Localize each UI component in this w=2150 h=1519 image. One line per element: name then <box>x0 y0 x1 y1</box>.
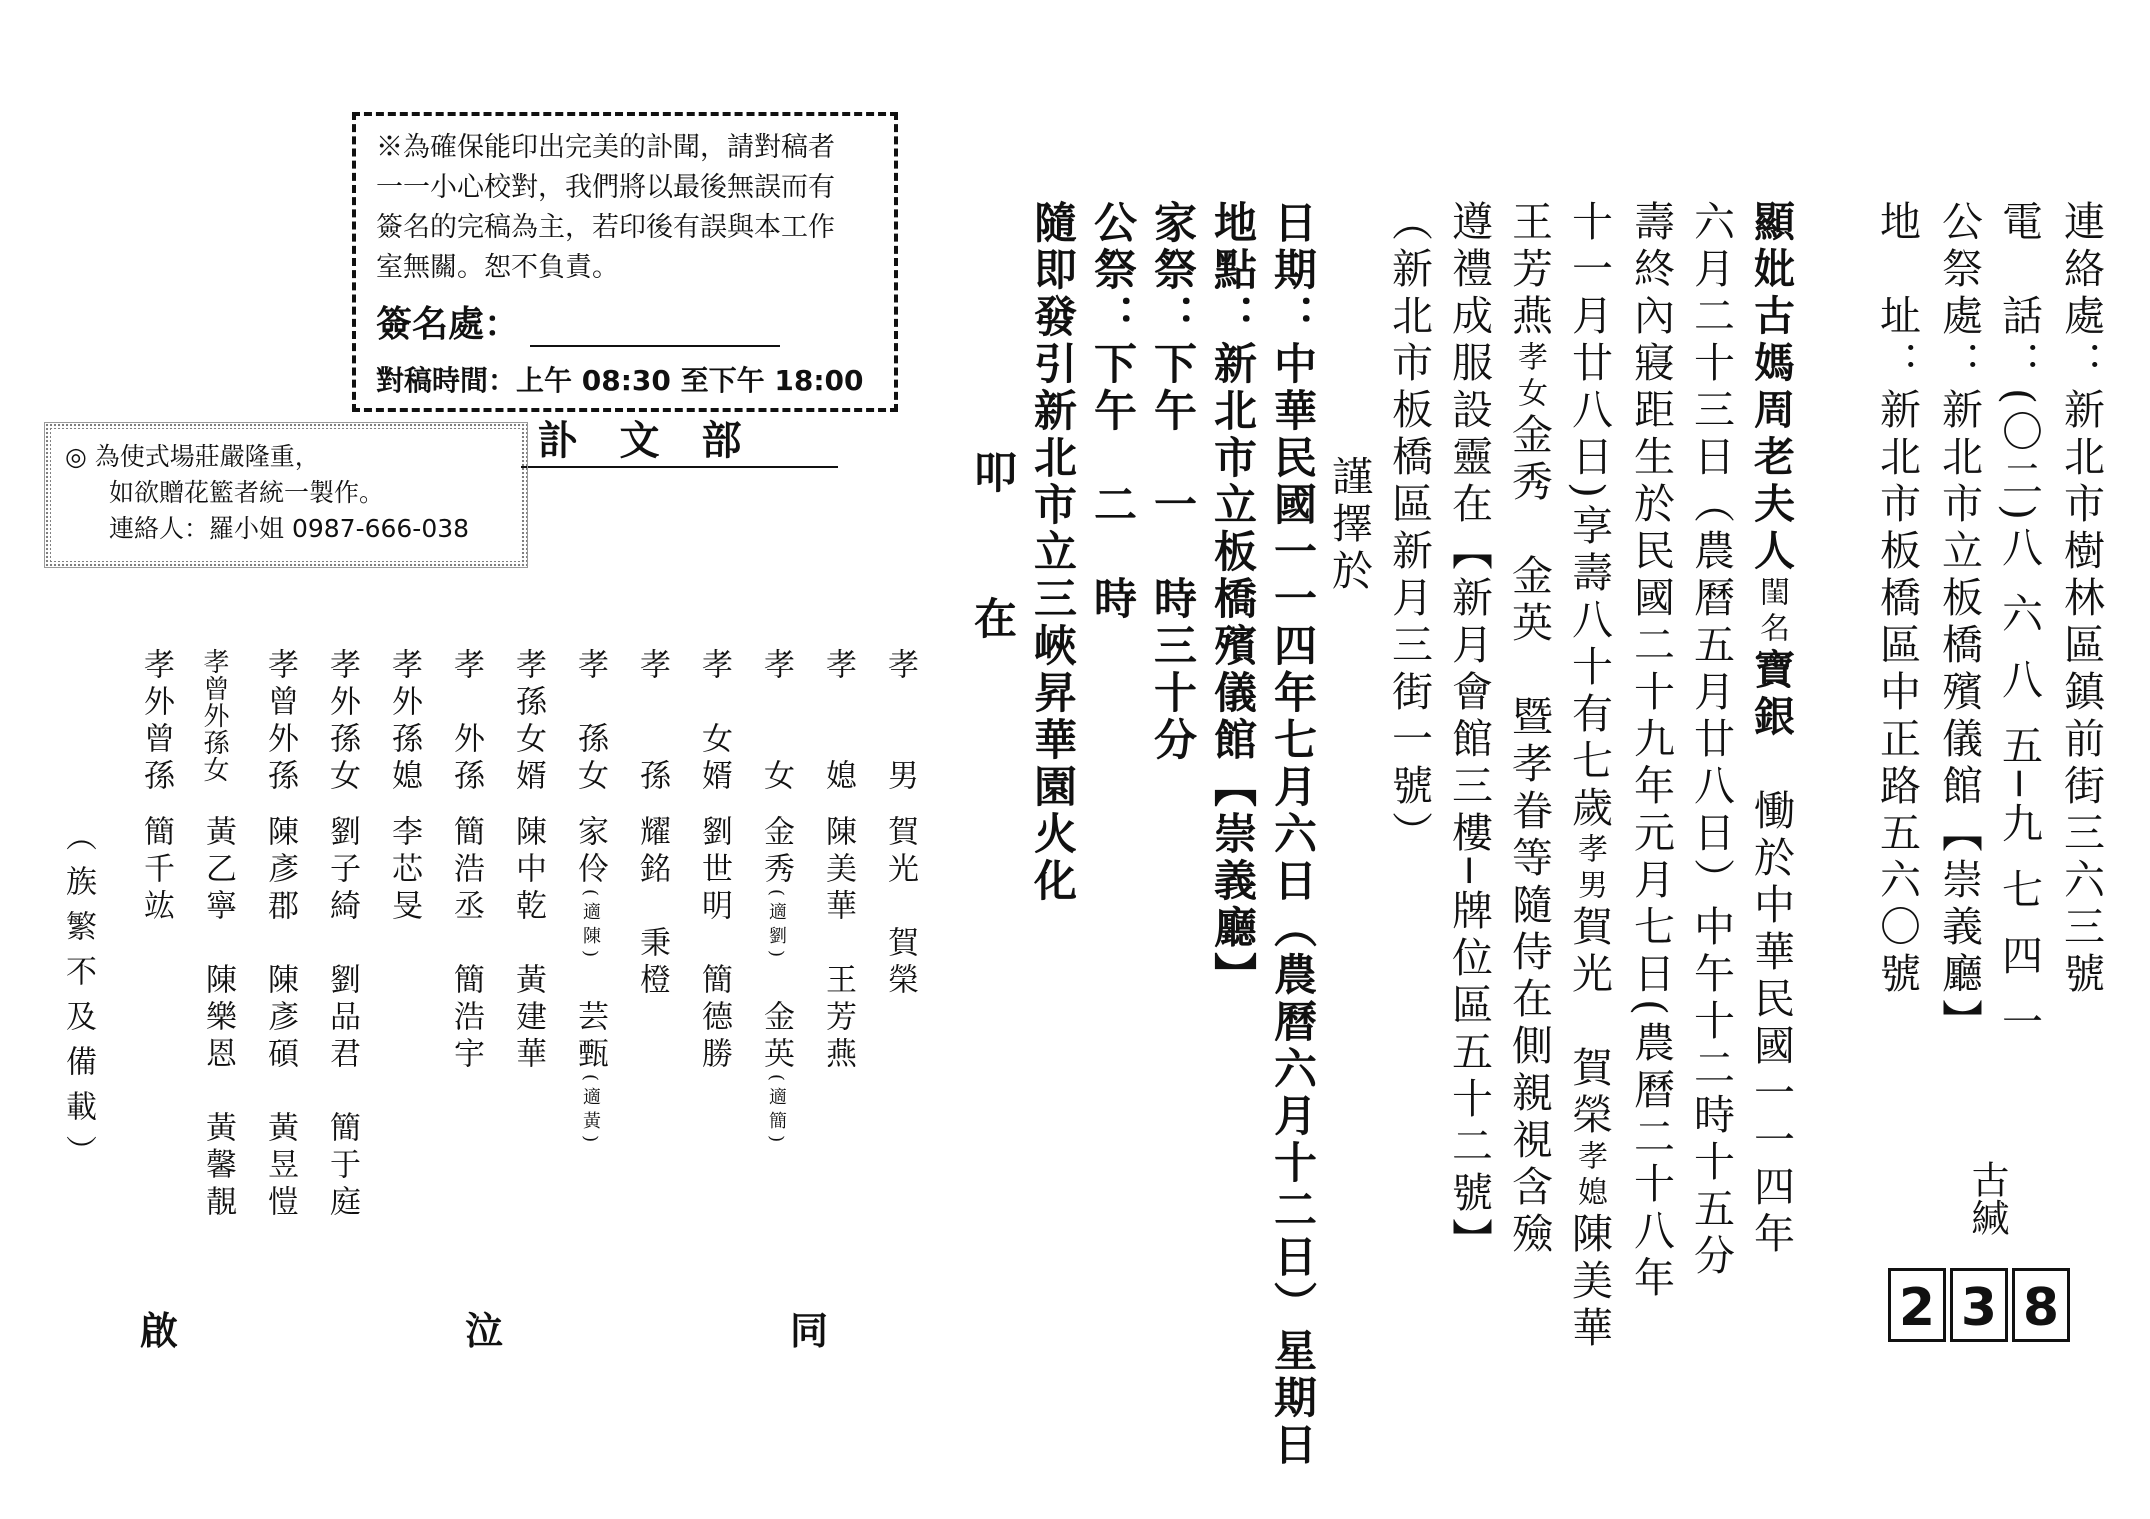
family-relation: 孝曾外孫女 <box>199 648 229 783</box>
kou-text: 叩 在 <box>967 450 1017 669</box>
proof-time-label: 對稿時間：上午 08:30 至下午 18:00 <box>376 364 864 397</box>
proof-notice-line: 室無關。恕不負責。 <box>376 252 619 283</box>
family-relation: 孝 外孫 <box>448 648 484 796</box>
family-names: 家伶(適陳) 芸甄(適黃) <box>572 815 608 1149</box>
family-relation: 孝 媳 <box>820 648 856 796</box>
family-relation: 孝 孫女 <box>572 648 608 796</box>
family-names: 黃乙寧 陳樂恩 黃馨靚 <box>200 815 236 1222</box>
family-relation: 孝外曾孫 <box>138 648 174 796</box>
proof-notice-line: ※為確保能印出完美的訃聞，請對稿者 <box>376 132 835 163</box>
code-digit: 8 <box>2012 1268 2070 1342</box>
family-names: 簡浩丞 簡浩宇 <box>448 815 484 1074</box>
obituary-col2: 六月二十三日（農曆五月廿八日）中午十二時十五分 <box>1687 200 1735 1281</box>
contact-address: 地 址：新北市板橋區中正路五六〇號 <box>1873 200 1921 999</box>
cremation-text: 隨即發引新北市立三峽昇華園火化 <box>1027 200 1077 905</box>
family-note: （族繁不及備載） <box>60 820 96 1180</box>
family-relation: 孝 女婿 <box>696 648 732 796</box>
obituary-col3: 壽終內寢距生於民國二十九年元月七日(農曆二十八年 <box>1627 200 1675 1303</box>
family-names: 金秀(適劉) 金英(適簡) <box>758 815 794 1149</box>
contact-phone: 電 話：(〇二)八 六 八 五─九 七 四 一 <box>1995 200 2043 1047</box>
family-names: 賀光 賀榮 <box>882 815 918 1000</box>
family-relation: 孝 女 <box>758 648 794 796</box>
closing-char: 啟 <box>140 1308 179 1353</box>
contact-dept: 訃文部 <box>508 409 838 468</box>
flower-notice-line: ◎ 為使式場莊嚴隆重， <box>65 442 320 471</box>
code-label: 古緘 <box>1965 1160 2009 1236</box>
family-rite-time: 家祭：下午 一 時三十分 <box>1147 200 1197 764</box>
signature-field[interactable] <box>530 315 780 347</box>
family-names: 陳美華 王芳燕 <box>820 815 856 1074</box>
ceremony-date: 日期：中華民國一一四年七月六日（農曆六月十二日）星期日 <box>1267 200 1317 1469</box>
family-relation: 孝 孫 <box>634 648 670 796</box>
obituary-col7: （新北市板橋區新月三街一號） <box>1385 200 1433 858</box>
proof-notice-line: 簽名的完稿為主，若印後有誤與本工作 <box>376 212 835 243</box>
closing-char: 同 <box>790 1308 829 1353</box>
family-relation: 孝 男 <box>882 648 918 796</box>
public-rite-time: 公祭：下午 二 時 <box>1087 200 1137 623</box>
family-names: 劉子綺 劉品君 簡于庭 <box>324 815 360 1222</box>
family-names: 陳中乾 黃建華 <box>510 815 546 1074</box>
obituary-col4: 十一月廿八日)享壽八十有七歲孝男賀光 賀榮孝媳陳美華 <box>1565 200 1613 1353</box>
proof-notice-line: 一一小心校對，我們將以最後無誤而有 <box>376 172 835 203</box>
flower-notice-line: 連絡人：羅小姐 0987-666-038 <box>109 514 470 543</box>
chosen-text: 謹擇於 <box>1325 455 1373 596</box>
contact-venue: 公祭處：新北市立板橋殯儀館【崇義廳】 <box>1935 200 1983 1046</box>
family-names: 李芯旻 <box>386 815 422 926</box>
family-relation: 孝曾外孫 <box>262 648 298 796</box>
family-names: 陳彥郡 陳彥碩 黃昱愷 <box>262 815 298 1222</box>
code-digit: 2 <box>1888 1268 1946 1342</box>
flower-notice-line: 如欲贈花籃者統一製作。 <box>109 478 385 507</box>
code-digit: 3 <box>1950 1268 2008 1342</box>
ceremony-place: 地點：新北市立板橋殯儀館【崇義廳】 <box>1207 200 1257 999</box>
proof-notice-box <box>352 112 898 464</box>
obituary-col5: 王芳燕孝女金秀 金英 暨孝眷等隨侍在側親視含殮 <box>1505 200 1553 1259</box>
family-relation: 孝外孫女 <box>324 648 360 796</box>
family-relation: 孝孫女婿 <box>510 648 546 796</box>
obituary-col6: 遵禮成服設靈在【新月會館三樓─牌位區五十二號】 <box>1445 200 1493 1265</box>
flower-notice-box <box>44 422 528 568</box>
family-names: 劉世明 簡德勝 <box>696 815 732 1074</box>
family-names: 簡千竑 <box>138 815 174 926</box>
family-relation: 孝外孫媳 <box>386 648 422 796</box>
closing-char: 泣 <box>465 1308 504 1353</box>
obituary-col1: 顯妣古媽周老夫人閨名寶銀 慟於中華民國一一四年 <box>1747 200 1795 1259</box>
signature-label: 簽名處： <box>376 303 521 345</box>
family-names: 耀銘 秉橙 <box>634 815 670 1000</box>
contact-office: 連絡處：新北市樹林區鎮前街三六三號 <box>2057 200 2105 999</box>
